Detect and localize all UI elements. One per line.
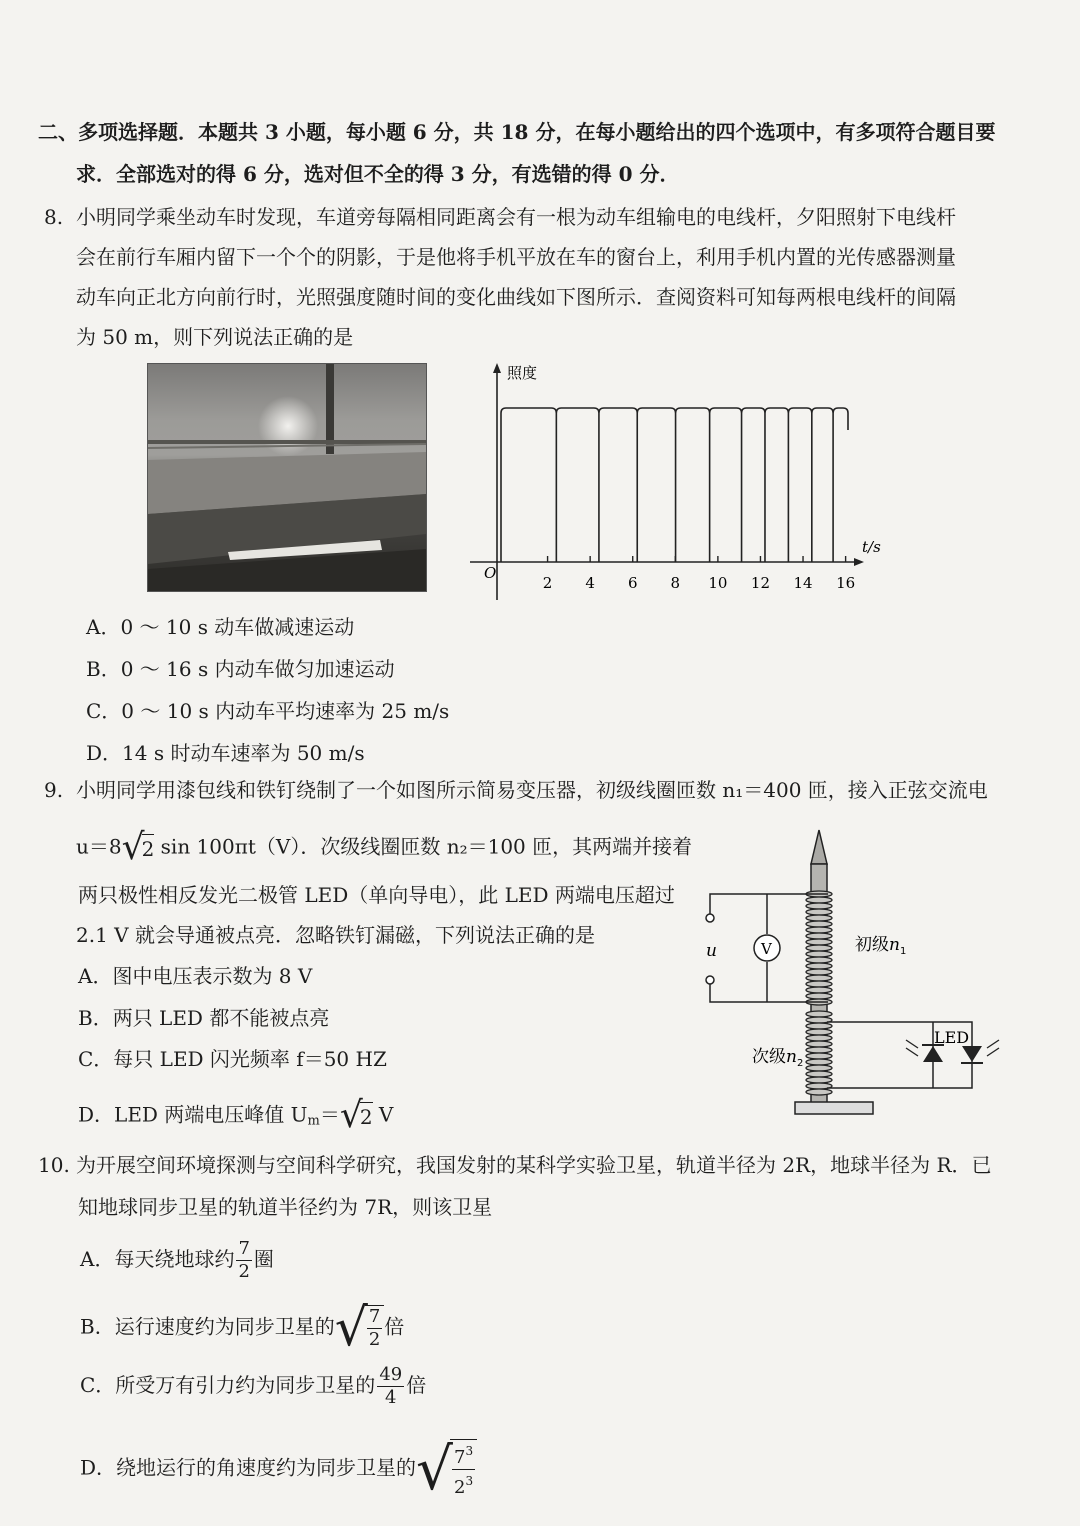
question-number: 8. [44, 205, 64, 229]
denominator: $2^3$ [454, 1474, 474, 1498]
origin-label: O [484, 564, 497, 582]
unit: V [372, 1102, 394, 1127]
fraction [367, 1306, 382, 1351]
q10-line2: 知地球同步卫星的轨道半径约为 7R，则该卫星 [78, 1195, 493, 1219]
coil-turn [806, 963, 832, 969]
sqrt-radicand: 2 [360, 1102, 373, 1131]
coil-turn [806, 1023, 832, 1029]
sqrt: √2 [121, 827, 155, 868]
x-tick-label: 12 [750, 574, 771, 592]
coil-turn [806, 969, 832, 975]
q9-line4: 2.1 V 就会导通被点亮．忽略铁钉漏磁，下列说法正确的是 [76, 923, 595, 947]
x-axis-label: t/s [862, 538, 881, 556]
coil-turn [806, 951, 832, 957]
voltmeter-label: V [761, 940, 772, 958]
numerator: 49 [379, 1364, 403, 1385]
q10-option-d [80, 1435, 477, 1503]
x-axis-arrow [854, 558, 864, 566]
terminal-top [706, 914, 714, 922]
sqrt: √ $\frac{7}{2}$ [335, 1300, 385, 1356]
led-label: LED [934, 1028, 970, 1047]
primary-coil [806, 891, 832, 1005]
q9-line2 [76, 828, 692, 868]
coil-turn [806, 1029, 832, 1035]
numerator: 7 [368, 1306, 381, 1327]
coil-turn [806, 921, 832, 927]
primary-label: 初级$n_1$ [855, 935, 907, 957]
q10-option-c-pre: C．所受万有引力约为同步卫星的 [80, 1373, 376, 1397]
x-tick-label: 2 [542, 574, 553, 592]
coil-turn [806, 975, 832, 981]
q8-line: 小明同学乘坐动车时发现，车道旁每隔相同距离会有一根为动车组输电的电线杆，夕阳照射下电线杆 [76, 205, 956, 229]
denominator: 2 [368, 1329, 381, 1350]
q9-option-d-pre: D．LED 两端电压峰值 U [78, 1102, 308, 1127]
coil-turn [806, 1089, 832, 1095]
question-number: 9. [44, 778, 64, 802]
q10-option-b-pre: B．运行速度约为同步卫星的 [80, 1314, 335, 1339]
numerator: 7 [238, 1238, 250, 1259]
sqrt: √ $\frac{7^3}{2^3}$ [416, 1438, 477, 1500]
secondary-coil [806, 1011, 832, 1095]
sqrt-radicand: 2 [142, 834, 155, 863]
coil-turn [806, 939, 832, 945]
coil-turn [806, 957, 832, 963]
secondary-label: 次级$n_2$ [752, 1047, 804, 1069]
coil-turn [806, 1041, 832, 1047]
x-tick-label: 6 [627, 574, 638, 592]
q9-option-a: A．图中电压表示数为 8 V [78, 964, 313, 988]
q8-option-c: C．0 ～ 10 s 内动车平均速率为 25 m/s [86, 699, 450, 723]
illuminance-curve [501, 408, 848, 562]
fraction [452, 1440, 475, 1499]
q9-option-c: C．每只 LED 闪光频率 f＝50 HZ [78, 1047, 387, 1071]
numerator: $7^3$ [452, 1440, 475, 1470]
q9-line2-post: sin 100πt（V）．次级线圈匝数 n₂＝100 匝，其两端并接着 [154, 834, 693, 859]
q10-option-b [80, 1300, 404, 1356]
transformer-diagram [690, 826, 1010, 1122]
q10-line1: 为开展空间环境探测与空间科学研究，我国发射的某科学实验卫星，轨道半径为 2R，地球半径为 R．已 [76, 1153, 992, 1177]
q9-line2-pre: u＝8 [76, 834, 122, 859]
q8-line: 动车向正北方向前行时，光照强度随时间的变化曲线如下图所示．查阅资料可知每两根电线杆的间隔 [76, 285, 956, 309]
illuminance-chart [460, 360, 900, 605]
q8-line: 为 50 m，则下列说法正确的是 [76, 325, 354, 349]
fraction [236, 1238, 251, 1283]
q10-option-d-pre: D．绕地运行的角速度约为同步卫星的 [80, 1455, 417, 1480]
x-tick-label: 14 [793, 574, 813, 592]
coil-turn [806, 1011, 832, 1017]
nail-tip [811, 830, 827, 864]
coil-turn [806, 981, 832, 987]
q8-option-b: B．0 ～ 16 s 内动车做匀加速运动 [86, 657, 395, 681]
q8-option-d: D．14 s 时动车速率为 50 m/s [86, 741, 365, 765]
coil-turn [806, 897, 832, 903]
q10-option-b-post: 倍 [384, 1314, 405, 1339]
coil-turn [806, 945, 832, 951]
coil-turn [806, 933, 832, 939]
x-tick-label: 10 [708, 574, 728, 592]
nail-base [795, 1102, 873, 1114]
coil-turn [806, 1065, 832, 1071]
coil-turn [806, 1035, 832, 1041]
terminal-bottom [706, 976, 714, 984]
y-axis-label: 照度 [507, 364, 538, 382]
sqrt: √2 [339, 1095, 373, 1136]
coil-turn [806, 993, 832, 999]
q10-option-c [80, 1364, 426, 1409]
coil-turn [806, 1053, 832, 1059]
x-tick-label: 16 [836, 574, 856, 592]
denominator: 2 [238, 1261, 250, 1282]
q10-option-a-post: 圈 [253, 1247, 274, 1271]
x-tick-label: 8 [670, 574, 681, 592]
coil-turn [806, 1077, 832, 1083]
fraction [377, 1364, 404, 1409]
q10-option-c-post: 倍 [406, 1373, 427, 1397]
equals: ＝ [319, 1102, 340, 1127]
q8-line: 会在前行车厢内留下一个个的阴影，于是他将手机平放在车的窗台上，利用手机内置的光传感器测量 [76, 245, 956, 269]
q10-option-a [80, 1238, 274, 1283]
question-number: 10. [38, 1153, 70, 1177]
section-heading-line1: 二、多项选择题．本题共 3 小题，每小题 6 分，共 18 分，在每小题给出的四个选项中，有多项符合题目要 [38, 120, 996, 144]
coil-turn [806, 915, 832, 921]
coil-turn [806, 1071, 832, 1077]
q8-option-a: A．0 ～ 10 s 动车做减速运动 [86, 615, 355, 639]
q9-option-d [78, 1096, 393, 1136]
q9-option-b: B．两只 LED 都不能被点亮 [78, 1006, 330, 1030]
coil-turn [806, 987, 832, 993]
u-label: u [706, 941, 717, 961]
coil-turn [806, 1047, 832, 1053]
x-tick-label: 4 [585, 574, 595, 592]
denominator: 4 [385, 1387, 397, 1408]
photo-drawing [148, 364, 426, 591]
subscript: m [307, 1113, 320, 1129]
coil-turn [806, 927, 832, 933]
train-window-photo [147, 363, 427, 592]
coil-turn [806, 1059, 832, 1065]
y-axis-arrow [493, 363, 501, 373]
q9-line1: 小明同学用漆包线和铁钉绕制了一个如图所示简易变压器，初级线圈匝数 n₁＝400 匝，接入正弦交流电 [76, 778, 988, 802]
q9-line3: 两只极性相反发光二极管 LED（单向导电），此 LED 两端电压超过 [78, 883, 675, 907]
coil-turn [806, 909, 832, 915]
coil-turn [806, 903, 832, 909]
section-heading-line2: 求．全部选对的得 6 分，选对但不全的得 3 分，有选错的得 0 分． [76, 162, 680, 186]
q10-option-a-pre: A．每天绕地球约 [80, 1247, 235, 1271]
